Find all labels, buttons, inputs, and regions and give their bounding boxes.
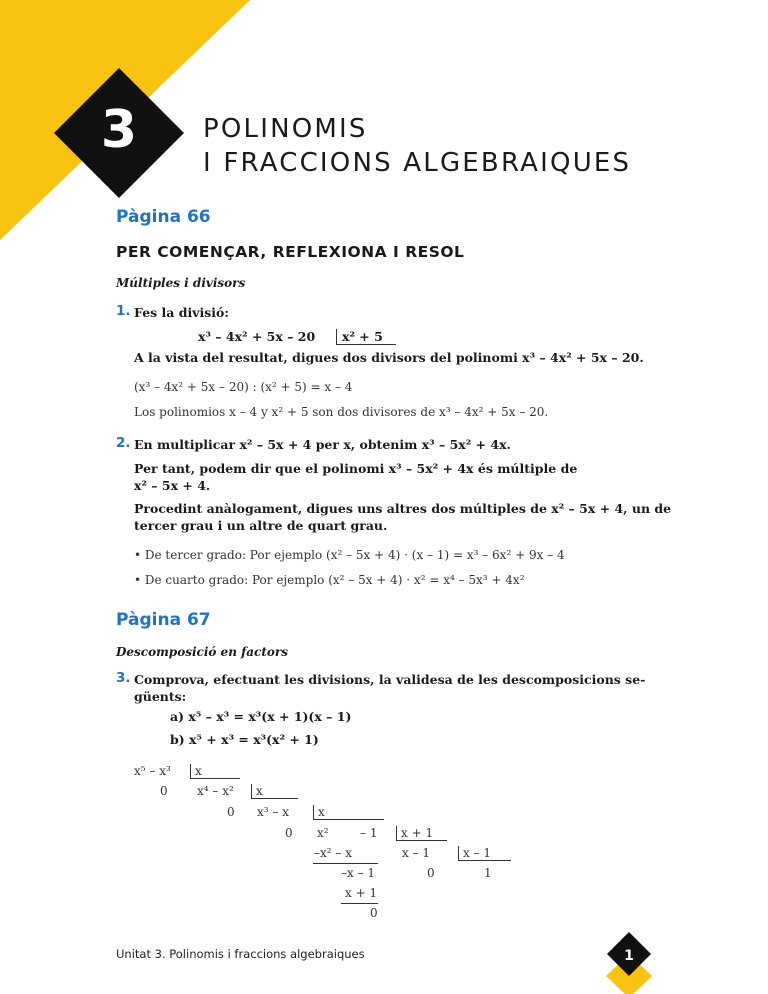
- q2-line1: En multiplicar x² – 5x + 4 per x, obtenim x³ – 5x² + 4x.: [134, 437, 511, 452]
- q1-divisor: x² + 5: [336, 329, 396, 345]
- subsection-multiples: Múltiples i divisors: [116, 276, 246, 290]
- div-dividend-5: x – 1: [402, 846, 431, 860]
- div-remainder-5: 0: [427, 866, 435, 880]
- q2-line3: x² – 5x + 4.: [134, 478, 211, 493]
- div-dividend-4b: – 1: [360, 826, 378, 840]
- div-quotient-5: x – 1: [458, 846, 511, 861]
- section-heading: PER COMENÇAR, REFLEXIONA I RESOL: [116, 243, 465, 261]
- chapter-title-line2: I FRACCIONS ALGEBRAIQUES: [203, 148, 632, 178]
- question-3-number: 3.: [116, 670, 131, 686]
- div-result-5: 1: [484, 866, 492, 880]
- page-number: 1: [624, 948, 634, 964]
- div-remainder-4: 0: [370, 906, 378, 920]
- q2-line2: Per tant, podem dir que el polinomi x³ – 5x² + 4x és múltiple de: [134, 461, 578, 476]
- q2-bullet-third-degree: • De tercer grado: Por ejemplo (x² – 5x + 4) · (x – 1) = x³ – 6x² + 9x – 4: [134, 548, 565, 562]
- div-remainder-1: 0: [160, 784, 168, 798]
- q3-line1: Comprova, efectuant les divisions, la validesa de les descomposicions se-: [134, 672, 646, 687]
- question-2-number: 2.: [116, 435, 131, 451]
- div-dividend-4a: x²: [317, 826, 329, 840]
- subsection-factors: Descomposició en factors: [116, 645, 288, 659]
- page-heading-66: Pàgina 66: [116, 207, 211, 227]
- div-quotient-3: x: [313, 805, 384, 820]
- q2-bullet-fourth-degree: • De cuarto grado: Por ejemplo (x² – 5x + 4) · x² = x⁴ – 5x³ + 4x²: [134, 573, 525, 587]
- chapter-number: 3: [100, 100, 138, 160]
- chapter-title-line1: POLINOMIS: [203, 114, 368, 144]
- q3-part-a: a) x⁵ – x³ = x³(x + 1)(x – 1): [170, 709, 352, 724]
- q1-answer-divisors: Los polinomios x – 4 y x² + 5 son dos divisores de x³ – 4x² + 5x – 20.: [134, 405, 549, 419]
- div-rule-4b: [341, 903, 378, 904]
- div-partial-4: –x – 1: [341, 866, 376, 880]
- div-dividend-2: x⁴ – x²: [197, 784, 234, 798]
- q1-dividend: x³ – 4x² + 5x – 20: [198, 329, 316, 344]
- div-dividend-3: x³ – x: [257, 805, 289, 819]
- page-heading-67: Pàgina 67: [116, 610, 211, 630]
- footer-text: Unitat 3. Polinomis i fraccions algebraiques: [116, 947, 365, 961]
- q1-answer-division: (x³ – 4x² + 5x – 20) : (x² + 5) = x – 4: [134, 380, 353, 394]
- div-subtract-4b: x + 1: [345, 886, 378, 900]
- div-dividend-1: x⁵ – x³: [134, 764, 171, 778]
- q3-part-b: b) x⁵ + x³ = x³(x² + 1): [170, 732, 319, 747]
- question-1-number: 1.: [116, 303, 131, 319]
- q2-line4: Procedint anàlogament, digues uns altres dos múltiples de x² – 5x + 4, un de: [134, 501, 672, 516]
- div-rule-4: [313, 863, 378, 864]
- question-1-prompt: Fes la divisió:: [134, 305, 229, 320]
- div-quotient-4: x + 1: [396, 826, 447, 841]
- q3-line2: güents:: [134, 689, 187, 704]
- q2-line5: tercer grau i un altre de quart grau.: [134, 518, 388, 533]
- div-remainder-2: 0: [227, 805, 235, 819]
- div-subtract-4: –x² – x: [314, 846, 352, 860]
- div-remainder-3: 0: [285, 826, 293, 840]
- div-quotient-2: x: [251, 784, 298, 799]
- question-1-text: A la vista del resultat, digues dos divisors del polinomi x³ – 4x² + 5x – 20.: [134, 350, 644, 365]
- div-quotient-1: x: [190, 764, 240, 779]
